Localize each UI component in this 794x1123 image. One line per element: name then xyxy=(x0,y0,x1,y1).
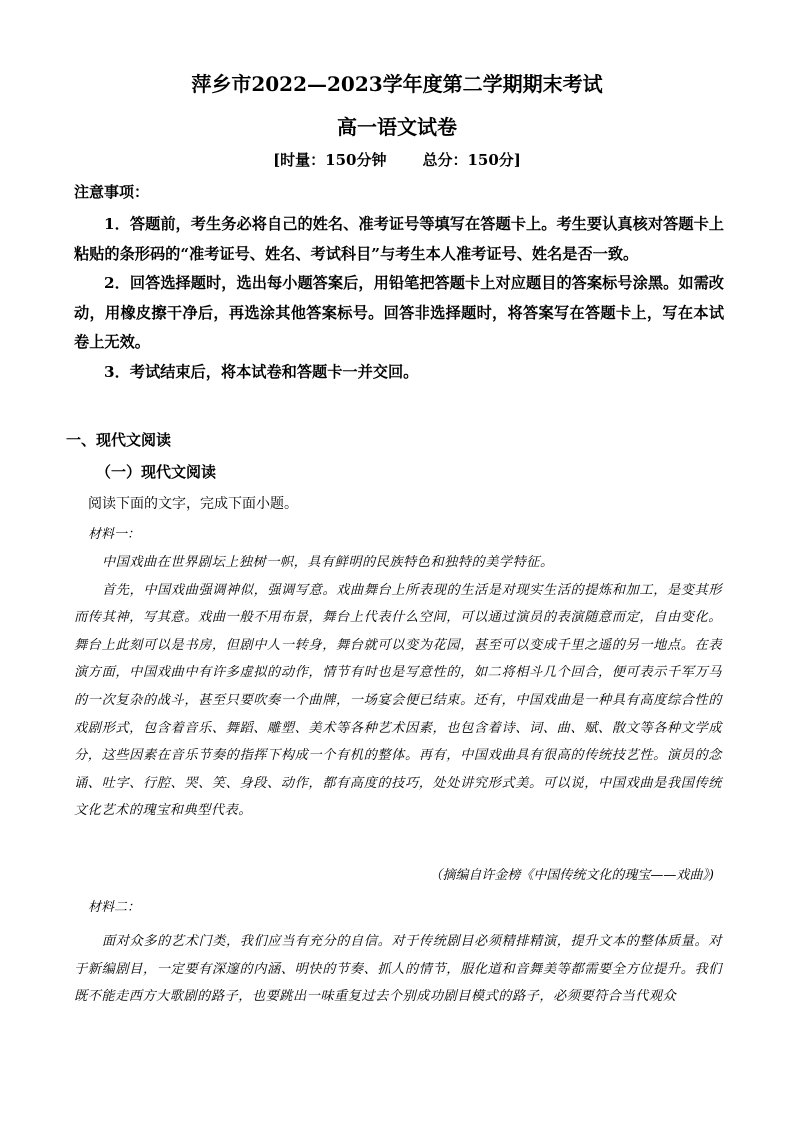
exam-subtitle: 高一语文试卷 xyxy=(337,115,457,139)
material1-label: 材料一： xyxy=(88,527,141,542)
score-label: 总分：150分] xyxy=(422,151,521,169)
note-item: 1．答题前，考生务必将自己的姓名、准考证号等填写在答题卡上。考生要认真核对答题卡上粘贴的条形码的“准考证号、姓名、考试科目”与考生本人准考证号、姓名是否一致。 xyxy=(74,215,724,263)
notes-heading: 注意事项： xyxy=(74,183,150,201)
material2-body xyxy=(74,928,722,1011)
exam-info xyxy=(0,150,794,170)
time-label: [时量：150分钟 xyxy=(273,151,387,169)
material1-source: （摘编自许金榜《中国传统文化的瑰宝——戏曲》) xyxy=(429,868,714,883)
material1-paragraph: 首先，中国戏曲强调神似，强调写意。戏曲舞台上所表现的生活是对现实生活的提炼和加工，是变其形而传其神，写其意。戏曲一般不用布景，舞台上代表什么空间，可以通过演员的表演随意而定，自由变化。舞台上此刻可以是书房，但剧中人一转身，舞台就可以变为花园，甚至可以变成千里之遥的另一地点。在表演方面，中国戏曲中有许多虚拟的动作，情节有时也是写意性的，如二将相斗几个回合，便可表示千军万马的一次复杂的战斗，甚至只要吹奏一个曲牌，一场宴会便已结束。还有，中国戏曲是一种具有高度综合性的戏剧形式，包含着音乐、舞蹈、雕塑、美术等各种艺术因素，也包含着诗、词、曲、赋、散文等各种文学成分，这些因素在音乐节奏的指挥下构成一个有机的整体。再有，中国戏曲具有很高的传统技艺性。演员的念诵、吐字、行腔、哭、笑、身段、动作，都有高度的技巧，处处讲究形式美。可以说，中国戏曲是我国传统文化艺术的瑰宝和典型代表。 xyxy=(74,582,722,819)
material1-paragraph: 中国戏曲在世界剧坛上独树一帜，具有鲜明的民族特色和独特的美学特征。 xyxy=(102,555,554,570)
reading-instruction: 阅读下面的文字，完成下面小题。 xyxy=(88,496,298,512)
section-heading: 一、现代文阅读 xyxy=(66,431,172,449)
notes-list xyxy=(74,210,724,387)
note-item: 3．考试结束后，将本试卷和答题卡一并交回。 xyxy=(104,362,419,381)
exam-title: 萍乡市2022—2023学年度第二学期期末考试 xyxy=(191,72,603,96)
note-item: 2．回答选择题时，选出每小题答案后，用铅笔把答题卡上对应题目的答案标号涂黑。如需改动，用橡皮擦干净后，再选涂其他答案标号。回答非选择题时，将答案写在答题卡上，写在本试卷上无效。 xyxy=(74,274,724,351)
material2-paragraph: 面对众多的艺术门类，我们应当有充分的自信。对于传统剧目必须精排精演，提升文本的整体质量。对于新编剧目，一定要有深邃的内涵、明快的节奏、抓人的情节，服化道和音舞美等都需要全方位提升。我们既不能走西方大歌剧的路子，也要跳出一味重复过去个别成功剧目模式的路子，必须要符合当代观众 xyxy=(74,934,722,1005)
section-subheading: （一）现代文阅读 xyxy=(96,463,217,481)
material2-label: 材料二： xyxy=(88,900,141,915)
material1-body xyxy=(74,549,722,825)
